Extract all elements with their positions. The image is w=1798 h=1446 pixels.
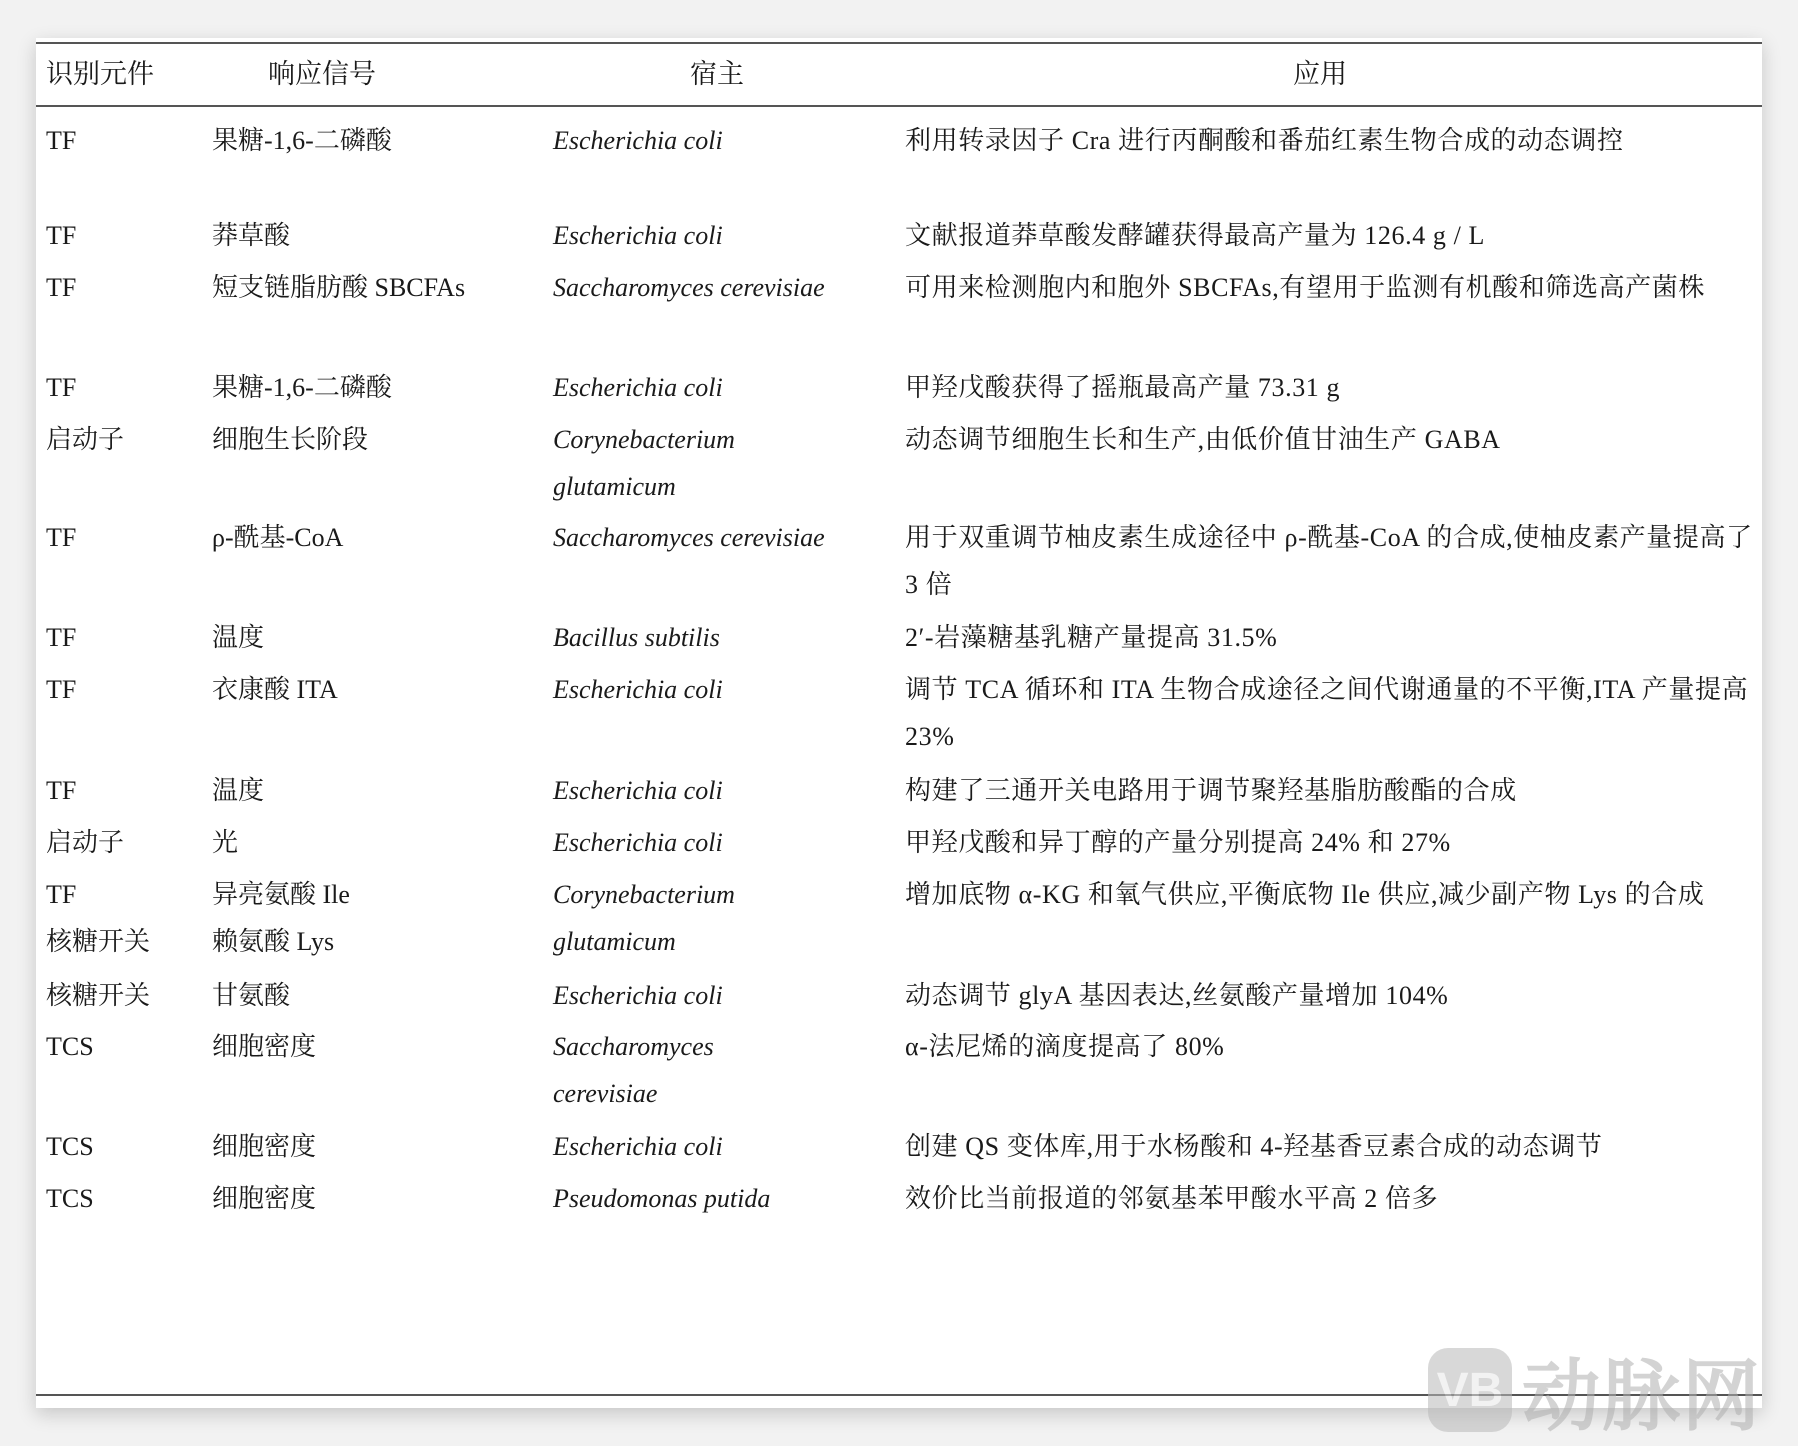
header-signal: 响应信号	[268, 59, 376, 89]
cell-host-line: Escherichia coli	[553, 221, 723, 250]
cell-signal-line: 莽草酸	[212, 221, 291, 250]
cell-application: 文献报道莽草酸发酵罐获得最高产量为 126.4 g / L	[905, 221, 1486, 250]
cell-host-line: Saccharomyces	[553, 1032, 714, 1061]
cell-signal	[212, 117, 542, 164]
cell-signal-line: 异亮氨酸 Ile	[212, 880, 350, 909]
cell-application: 可用来检测胞内和胞外 SBCFAs,有望用于监测有机酸和筛选高产菌株	[905, 273, 1705, 302]
cell-signal-line: 短支链脂肪酸 SBCFAs	[212, 273, 466, 302]
cell-element	[46, 514, 206, 561]
watermark	[1428, 1345, 1790, 1442]
cell-host-line: Saccharomyces cerevisiae	[553, 273, 825, 302]
cell-application: 调节 TCA 循环和 ITA 生物合成途径之间代谢通量的不平衡,ITA 产量提高 23%	[905, 675, 1749, 751]
cell-element-line: TF	[46, 675, 77, 704]
cell-element-line: TF	[46, 776, 77, 805]
cell-signal-line: 细胞生长阶段	[212, 425, 369, 454]
cell-signal-line: 果糖-1,6-二磷酸	[212, 373, 392, 402]
cell-element	[46, 819, 206, 866]
cell-element	[46, 614, 206, 661]
cell-element	[46, 364, 206, 411]
cell-signal	[212, 871, 542, 965]
cell-signal-line: 果糖-1,6-二磷酸	[212, 126, 392, 155]
cell-element	[46, 1023, 206, 1070]
cell-application: 动态调节 glyA 基因表达,丝氨酸产量增加 104%	[905, 981, 1449, 1010]
cell-application: 甲羟戊酸获得了摇瓶最高产量 73.31 g	[905, 373, 1341, 402]
cell-application: 2′-岩藻糖基乳糖产量提高 31.5%	[905, 623, 1278, 652]
cell-host	[553, 264, 893, 311]
cell-host-line: Escherichia coli	[553, 981, 723, 1010]
cell-element-line: TF	[46, 373, 77, 402]
cell-signal	[212, 666, 542, 713]
cell-application: 增加底物 α-KG 和氧气供应,平衡底物 Ile 供应,减少副产物 Lys 的合成	[905, 880, 1705, 909]
cell-signal	[212, 1175, 542, 1222]
cell-host-line: Pseudomonas putida	[553, 1184, 771, 1213]
cell-element	[46, 264, 206, 311]
cell-host	[553, 364, 893, 411]
cell-element-line: 核糖开关	[46, 927, 151, 956]
cell-element	[46, 666, 206, 713]
cell-signal	[212, 972, 542, 1019]
cell-application: 甲羟戊酸和异丁醇的产量分别提高 24% 和 27%	[905, 828, 1451, 857]
cell-host	[553, 614, 893, 661]
cell-element	[46, 212, 206, 259]
cell-host-line: Escherichia coli	[553, 675, 723, 704]
cell-application: 利用转录因子 Cra 进行丙酮酸和番茄红素生物合成的动态调控	[905, 126, 1624, 155]
cell-signal	[212, 1123, 542, 1170]
cell-element-line: TF	[46, 273, 77, 302]
cell-signal-line: 光	[212, 828, 239, 857]
cell-application: 用于双重调节柚皮素生成途径中 ρ-酰基-CoA 的合成,使柚皮素产量提高了 3 倍	[905, 523, 1753, 599]
cell-host	[553, 1123, 893, 1170]
cell-element	[46, 1175, 206, 1222]
cell-element	[46, 117, 206, 164]
cell-signal	[212, 767, 542, 814]
cell-application: α-法尼烯的滴度提高了 80%	[905, 1032, 1225, 1061]
cell-signal-line: 赖氨酸 Lys	[212, 927, 335, 956]
cell-host-line: Escherichia coli	[553, 828, 723, 857]
cell-application: 效价比当前报道的邻氨基苯甲酸水平高 2 倍多	[905, 1184, 1439, 1213]
cell-signal-line: 温度	[212, 776, 265, 805]
cell-host-line: Escherichia coli	[553, 1132, 723, 1161]
cell-signal-line: ρ-酰基-CoA	[212, 523, 344, 552]
cell-signal	[212, 819, 542, 866]
cell-host-line: Escherichia coli	[553, 776, 723, 805]
cell-element-line: TCS	[46, 1032, 94, 1061]
cell-host	[553, 212, 893, 259]
cell-signal	[212, 212, 542, 259]
cell-application: 构建了三通开关电路用于调节聚羟基脂肪酸酯的合成	[905, 776, 1517, 805]
cell-host-line: glutamicum	[553, 472, 676, 501]
watermark-text: 动脉网	[1522, 1352, 1763, 1442]
cell-element-line: TF	[46, 221, 77, 250]
cell-signal-line: 温度	[212, 623, 265, 652]
cell-application: 创建 QS 变体库,用于水杨酸和 4-羟基香豆素合成的动态调节	[905, 1132, 1603, 1161]
header-rule	[36, 105, 1762, 107]
cell-element-line: TF	[46, 523, 77, 552]
cell-host-line: glutamicum	[553, 927, 676, 956]
cell-host-line: Corynebacterium	[553, 425, 735, 454]
cell-signal	[212, 614, 542, 661]
cell-host	[553, 767, 893, 814]
cell-signal-line: 细胞密度	[212, 1184, 317, 1213]
watermark-logo-icon: VB	[1428, 1348, 1512, 1432]
cell-host	[553, 416, 893, 510]
cell-host	[553, 819, 893, 866]
header-host: 宿主	[690, 59, 744, 89]
table-card	[36, 38, 1762, 1408]
cell-signal	[212, 1023, 542, 1070]
cell-signal	[212, 364, 542, 411]
cell-signal-line: 细胞密度	[212, 1032, 317, 1061]
cell-signal	[212, 514, 542, 561]
cell-element	[46, 1123, 206, 1170]
cell-element	[46, 972, 206, 1019]
cell-element-line: TCS	[46, 1132, 94, 1161]
cell-host	[553, 1175, 893, 1222]
cell-host	[553, 871, 893, 965]
cell-host-line: Saccharomyces cerevisiae	[553, 523, 825, 552]
cell-element-line: 启动子	[46, 425, 125, 454]
cell-host	[553, 972, 893, 1019]
cell-host-line: Escherichia coli	[553, 373, 723, 402]
cell-host-line: Bacillus subtilis	[553, 623, 720, 652]
cell-element-line: 启动子	[46, 828, 125, 857]
cell-element	[46, 767, 206, 814]
cell-signal-line: 甘氨酸	[212, 981, 291, 1010]
cell-element	[46, 871, 206, 965]
cell-signal-line: 细胞密度	[212, 1132, 317, 1161]
cell-host-line: cerevisiae	[553, 1079, 658, 1108]
header-element: 识别元件	[46, 59, 154, 89]
cell-element-line: TF	[46, 126, 77, 155]
cell-host	[553, 666, 893, 713]
header-application: 应用	[1293, 59, 1347, 89]
cell-signal	[212, 416, 542, 463]
cell-application: 动态调节细胞生长和生产,由低价值甘油生产 GABA	[905, 425, 1501, 454]
cell-element-line: 核糖开关	[46, 981, 151, 1010]
cell-element-line: TF	[46, 880, 77, 909]
cell-signal-line: 衣康酸 ITA	[212, 675, 338, 704]
cell-host-line: Escherichia coli	[553, 126, 723, 155]
cell-host	[553, 514, 893, 561]
cell-host	[553, 1023, 893, 1117]
cell-host-line: Corynebacterium	[553, 880, 735, 909]
cell-element-line: TF	[46, 623, 77, 652]
cell-element	[46, 416, 206, 463]
table-top-rule	[36, 42, 1762, 44]
cell-element-line: TCS	[46, 1184, 94, 1213]
cell-signal	[212, 264, 542, 311]
cell-host	[553, 117, 893, 164]
